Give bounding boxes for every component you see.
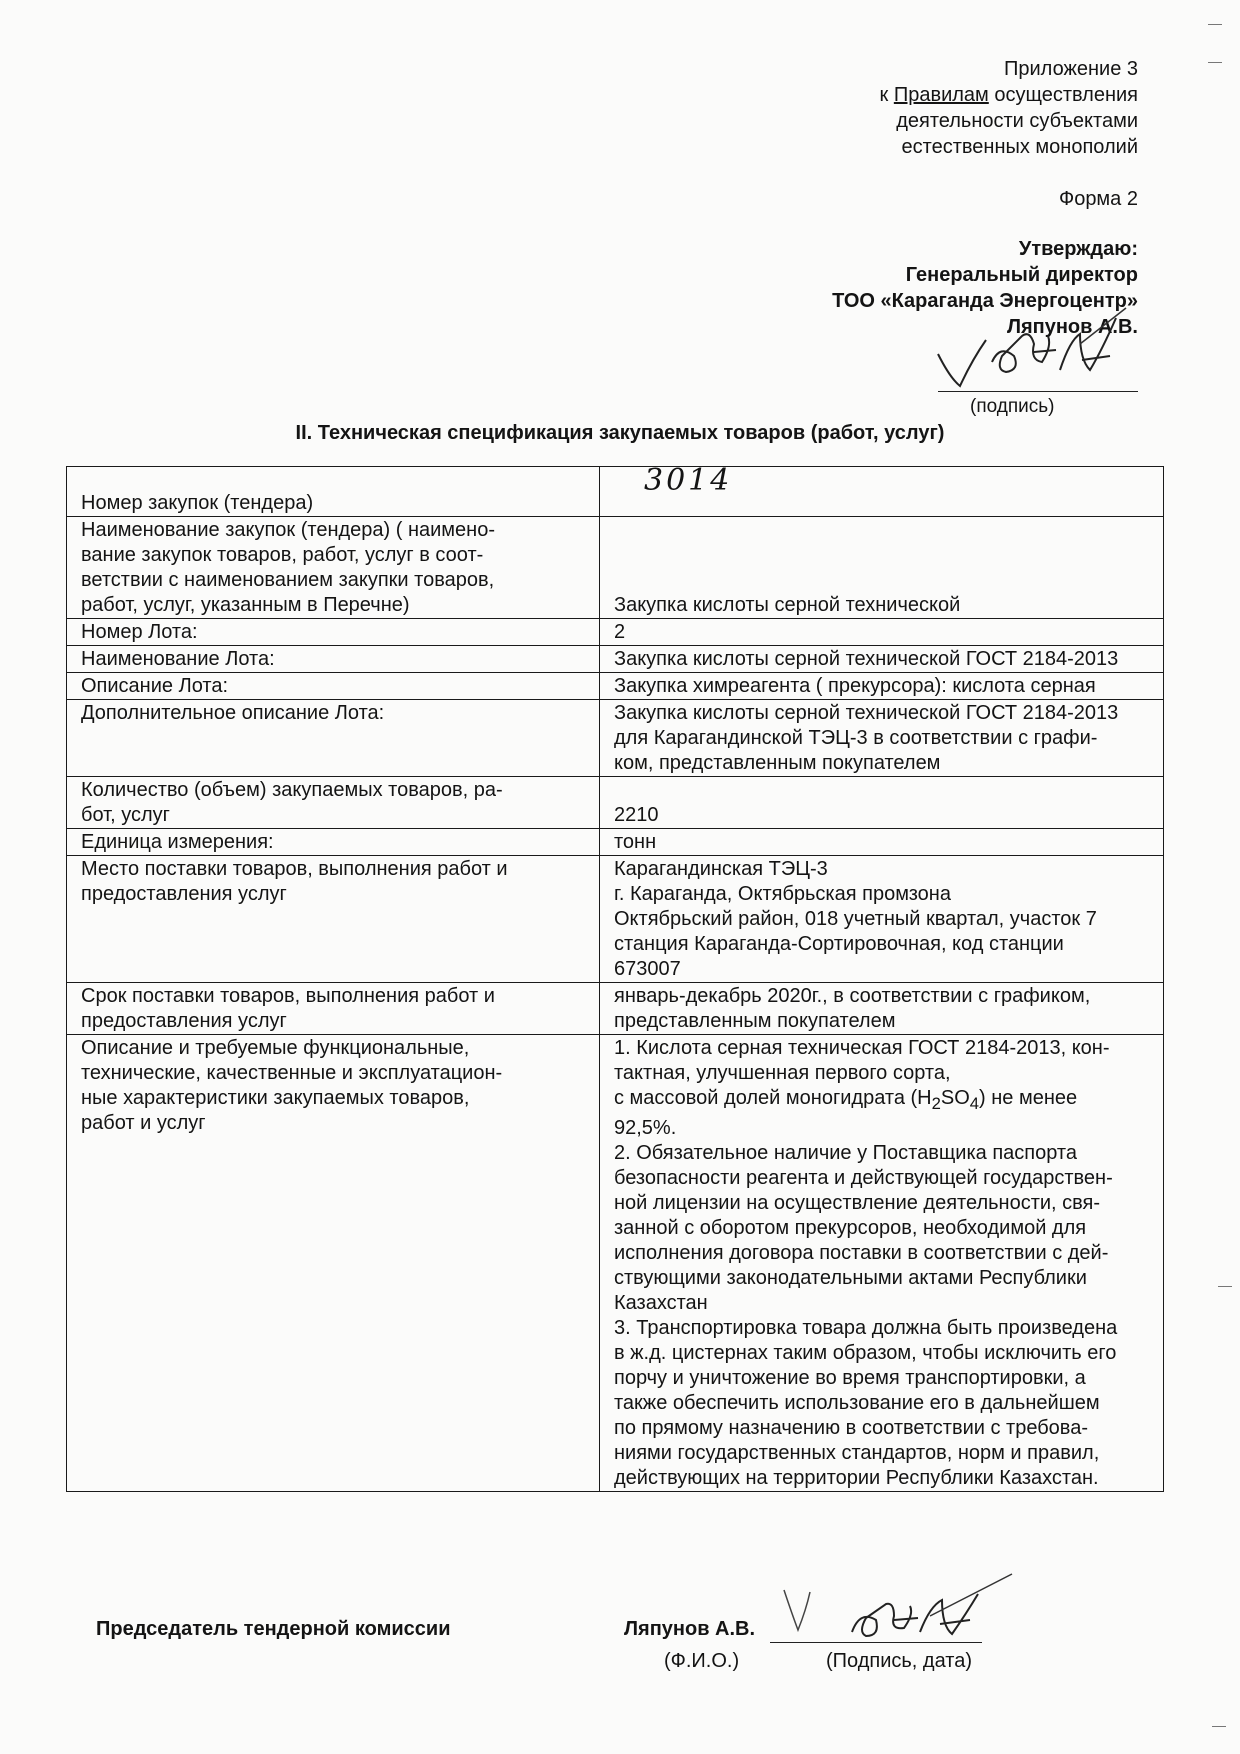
row-value: 2 <box>600 619 1164 646</box>
fio-caption: (Ф.И.О.) <box>664 1650 740 1672</box>
row-value: 1. Кислота серная техническая ГОСТ 2184-2013, кон- тактная, улучшенная первого сорта, с массовой долей моногидрата $(H_2SO_4)$ не менее 92,5%. 2. Обязательное наличие у Поставщика паспорта безопасности реагента и действующей государствен- ной лицензии на осуществление деятельности, свя- занной с оборотом прекурсоров, необходимой для исполнения договора поставки в соответствии с дей- ствующими законодательными актами Республики Казахстан 3. Транспортировка товара должна быть произведена в ж.д. цистернах таким образом, чтобы исключить его порчу и уничтожение во время транспортировки, а также обеспечить использование его в дальнейшем по прямому назначению в соответствии с требова- ниями государственных стандартов, норм и правил, действующих на территории Республики Казахстан. <box>600 1035 1164 1492</box>
table-row <box>67 467 1164 517</box>
approver-position: Генеральный директор <box>905 264 1138 286</box>
requirement-3: 3. Транспортировка товара должна быть произведена в ж.д. цистернах таким образом, чтобы исключить его порчу и уничтожение во время транспортировки, а также обеспечить использование его в дальнейшем по прямому назначению в соответствии с требова- ниями государственных стандартов, норм и правил, действующих на территории Республики Казахстан. <box>614 1317 1118 1489</box>
row-label: Количество (объем) закупаемых товаров, ра- бот, услуг <box>67 777 600 829</box>
handwritten-signature <box>930 300 1140 392</box>
signature-caption: (подпись) <box>970 396 1055 417</box>
table-row <box>67 673 1164 700</box>
tender-number: 3014 <box>600 467 1164 517</box>
sign-date-caption: (Подпись, дата) <box>826 1650 972 1672</box>
signature-line <box>938 391 1138 392</box>
rules-reference: к Правилам осуществления <box>879 84 1138 106</box>
approver-name: Ляпунов А.В. <box>1006 316 1138 338</box>
row-value: 2210 <box>600 777 1164 829</box>
row-label: Описание Лота: <box>67 673 600 700</box>
appendix-label: Приложение 3 <box>1004 58 1138 80</box>
table-row <box>67 777 1164 829</box>
table-row <box>67 646 1164 673</box>
table-row <box>67 700 1164 777</box>
table-row <box>67 517 1164 619</box>
row-value: Закупка кислоты серной технической ГОСТ 2184-2013 для Карагандинской ТЭЦ-3 в соответствии с графи- ком, представленным покупателем <box>600 700 1164 777</box>
row-label: Наименование Лота: <box>67 646 600 673</box>
approve-label: Утверждаю: <box>1018 238 1138 260</box>
row-label: Срок поставки товаров, выполнения работ и предоставления услуг <box>67 983 600 1035</box>
scan-mark <box>1218 1286 1232 1287</box>
row-value: январь-декабрь 2020г., в соответствии с графиком, представленным покупателем <box>600 983 1164 1035</box>
rules-line-3: деятельности субъектами <box>896 110 1138 132</box>
scan-mark <box>1208 24 1222 25</box>
row-label: Дополнительное описание Лота: <box>67 700 600 777</box>
table-row <box>67 983 1164 1035</box>
row-label: Номер Лота: <box>67 619 600 646</box>
document-title: II. Техническая спецификация закупаемых товаров (работ, услуг) <box>295 422 945 444</box>
row-value: Закупка кислоты серной технической <box>600 517 1164 619</box>
row-label: Номер закупок (тендера) <box>67 467 600 517</box>
row-value: Закупка химреагента ( прекурсора): кислота серная <box>600 673 1164 700</box>
table-row <box>67 619 1164 646</box>
table-row <box>67 829 1164 856</box>
handwritten-signature <box>780 1570 1020 1650</box>
requirement-2: 2. Обязательное наличие у Поставщика паспорта безопасности реагента и действующей государствен- ной лицензии на осуществление деятельности, свя- занной с оборотом прекурсоров, необходимой для исполнения договора поставки в соответствии с дей- ствующими законодательными актами Республики Казахстан <box>614 1142 1113 1314</box>
row-label: Наименование закупок (тендера) ( наимено- вание закупок товаров, работ, услуг в соот- ветствии с наименованием закупки товаров, работ, услуг, указанным в Перечне) <box>67 517 600 619</box>
rules-link: Правилам <box>893 84 989 106</box>
scan-mark <box>1212 1726 1226 1727</box>
rules-line-4: естественных монополий <box>901 136 1138 158</box>
table-row <box>67 856 1164 983</box>
row-label: Единица измерения: <box>67 829 600 856</box>
spec-table <box>66 463 1164 1492</box>
row-label: Место поставки товаров, выполнения работ и предоставления услуг <box>67 856 600 983</box>
row-value: Карагандинская ТЭЦ-3 г. Караганда, Октябрьская промзона Октябрьский район, 018 учетный квартал, участок 7 станция Караганда-Сортировочная, код станции 673007 <box>600 856 1164 983</box>
chair-label: Председатель тендерной комиссии <box>96 1618 451 1640</box>
form-number: Форма 2 <box>1058 188 1138 210</box>
row-value: тонн <box>600 829 1164 856</box>
row-label: Описание и требуемые функциональные, технические, качественные и эксплуатацион- ные характеристики закупаемых товаров, работ и услуг <box>67 1035 600 1492</box>
chair-name: Ляпунов А.В. <box>624 1618 756 1640</box>
table-row <box>67 1035 1164 1492</box>
row-value: Закупка кислоты серной технической ГОСТ 2184-2013 <box>600 646 1164 673</box>
scan-mark <box>1208 62 1222 63</box>
approver-company: ТОО «Караганда Энергоцентр» <box>832 290 1138 312</box>
